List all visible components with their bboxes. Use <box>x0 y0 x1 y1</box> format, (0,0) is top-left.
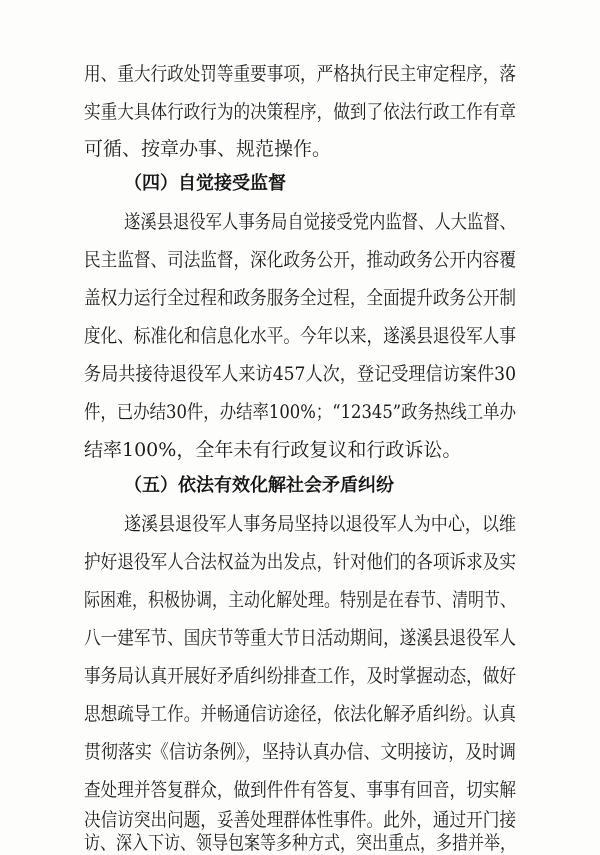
document-page: 用、重大行政处罚等重要事项，严格执行民主审定程序，落 实重大具体行政行为的决策程序，做到了依法行政工作有章 可循、按章办事、规范操作。 （四）自觉接受监督 遂溪县退役军人事务局自觉接受党内监督、人大监督、 民主监督、司法监督，深化政务公开，推动政务公开内容覆 盖权力运行全过程和政务服务全过程，全面提升政务公开制 度化、标准化和信息化水平。今年以来，遂溪县退役军人事 务局共接待退役军人来访457人次，登记受理信访案件30 件，已办结30件，办结率100%；“12345”政务热线工单办 结率100%，全年未有行政复议和行政诉讼。 （五）依法有效化解社会矛盾纠纷 遂溪县退役军人事务局坚持以退役军人为中心，以维 护好退役军人合法权益为出发点，针对他们的各项诉求及实 际困难，积极协调，主动化解处理。特别是在春节、清明节、 八一建军节、国庆节等重大节日活动期间，遂溪县退役军人 事务局认真开展好矛盾纠纷排查工作，及时掌握动态，做好 思想疏导工作。并畅通信访途径，依法化解矛盾纠纷。认真 贯彻落实《信访条例》，坚持认真办信、文明接访，及时调 查处理并答复群众，做到件件有答复、事事有回音，切实解 决信访突出问题，妥善处理群体性事件。此外，通过开门接 访、深入下访、领导包案等多种方式，突出重点，多措并举， <box>0 0 600 855</box>
